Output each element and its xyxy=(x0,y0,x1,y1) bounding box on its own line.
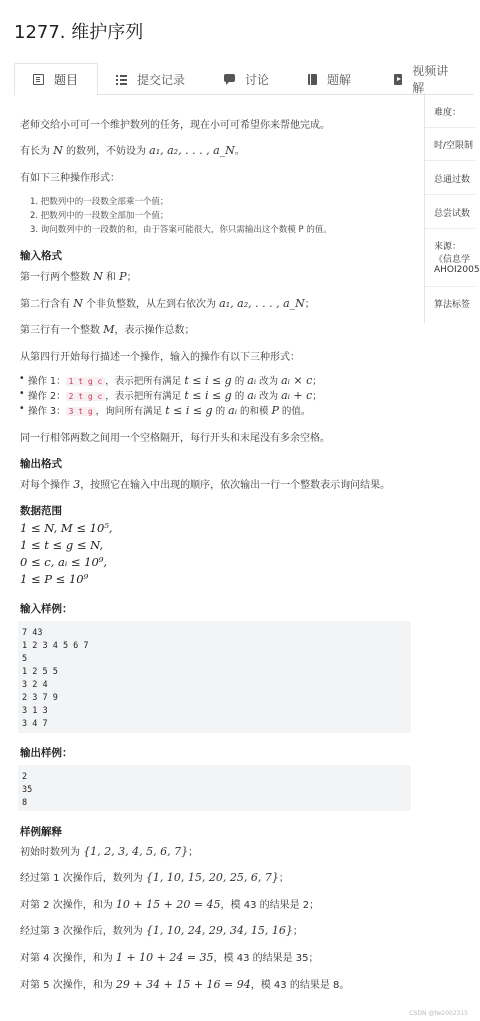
list-icon xyxy=(116,74,127,85)
output-desc: 对每个操作 3，按照它在输入中出现的顺序，依次输出一行一个整数表示询问结果。 xyxy=(20,478,391,491)
code-line: 7 43 xyxy=(22,628,43,638)
sample-output-block[interactable] xyxy=(18,765,411,811)
total-pass-label: 总通过数 xyxy=(434,175,471,185)
input-line-4: 从第四行开始每行描述一个操作，输入的操作有以下三种形式： xyxy=(20,352,300,363)
explain-line: 对第 2 次操作，和为 10 + 15 + 20 = 45，模 43 的结果是 2； xyxy=(20,898,320,911)
doc-icon xyxy=(33,74,44,85)
output-format-heading: 输出格式 xyxy=(20,458,62,470)
list-item: • 操作 3： 3 t g ，询问所有满足 t ≤ i ≤ g 的 aᵢ 的和模 P 的值。 xyxy=(28,403,310,417)
tab-bar xyxy=(14,63,474,95)
range-line: 1 ≤ N, M ≤ 10⁵, xyxy=(20,521,113,535)
tab-label: 题解 xyxy=(327,72,352,87)
chat-icon xyxy=(224,74,235,82)
tab-problem[interactable] xyxy=(14,63,98,96)
code-line: 3 2 4 xyxy=(22,680,48,690)
code-line: 2 3 7 9 xyxy=(22,693,58,703)
explain-line: 对第 5 次操作，和为 29 + 34 + 15 + 16 = 94，模 43 的结果是 8。 xyxy=(20,978,350,991)
source-book: 《信息学 xyxy=(434,255,471,265)
sample-input-block[interactable] xyxy=(18,621,411,733)
input-line-3: 第三行有一个整数 M，表示操作总数； xyxy=(20,323,195,336)
code-line: 3 4 7 xyxy=(22,719,48,729)
list-item: 2. 把数列中的一段数全部加一个值； xyxy=(30,211,169,221)
input-line-1: 第一行两个整数 N 和 P； xyxy=(20,270,137,283)
source-contest: AHOI2005 xyxy=(434,265,480,275)
code-line: 35 xyxy=(22,785,33,795)
intro-text: 老师交给小可可一个维护数列的任务，现在小可可希望你来帮他完成。 xyxy=(20,120,330,131)
list-item: • 操作 2： 2 t g c ，表示把所有满足 t ≤ i ≤ g 的 aᵢ 改为 aᵢ + c； xyxy=(28,388,322,402)
difficulty-label: 难度： xyxy=(434,108,462,118)
input-line-5: 同一行相邻两数之间用一个空格隔开，每行开头和末尾没有多余空格。 xyxy=(20,433,330,444)
list-item: 1. 把数列中的一段数全部乘一个值； xyxy=(30,197,169,207)
tab-submissions[interactable] xyxy=(98,63,206,95)
tab-label: 题目 xyxy=(54,73,79,87)
tab-discussion[interactable] xyxy=(206,63,290,95)
sample-output-heading: 输出样例： xyxy=(20,747,73,759)
tab-label: 讨论 xyxy=(245,72,270,87)
code-line: 5 xyxy=(22,654,28,664)
code-line: 3 1 3 xyxy=(22,706,48,716)
page-title: 1277. 维护序列 xyxy=(14,22,144,43)
code-line: 1 2 5 5 xyxy=(22,667,58,677)
explain-line: 对第 4 次操作，和为 1 + 10 + 24 = 35，模 43 的结果是 35； xyxy=(20,951,319,964)
range-line: 0 ≤ c, aᵢ ≤ 10⁹, xyxy=(20,555,108,569)
video-icon xyxy=(394,74,402,85)
algorithm-tags-label: 算法标签 xyxy=(434,300,471,310)
tab-video[interactable] xyxy=(376,63,474,95)
code-line: 8 xyxy=(22,798,28,808)
sample-input-heading: 输入样例： xyxy=(20,603,73,615)
input-format-heading: 输入格式 xyxy=(20,250,62,262)
sample-explain-heading: 样例解释 xyxy=(20,826,62,838)
tab-label: 视频讲解 xyxy=(412,64,449,95)
source-label: 来源： xyxy=(434,242,462,252)
explain-line: 经过第 1 次操作后，数列为 {1, 10, 15, 20, 25, 6, 7}； xyxy=(20,871,289,884)
input-line-2: 第二行含有 N 个非负整数，从左到右依次为 a₁, a₂, . . . , a_N； xyxy=(20,297,315,310)
tab-label: 提交记录 xyxy=(137,72,186,87)
list-item: 3. 询问数列中的一段数的和，由于答案可能很大，你只需输出这个数模 P 的值。 xyxy=(30,225,332,235)
book-icon xyxy=(308,74,317,85)
range-line: 1 ≤ P ≤ 10⁹ xyxy=(20,572,89,586)
code-line: 1 2 3 4 5 6 7 xyxy=(22,641,89,651)
data-range-heading: 数据范围 xyxy=(20,505,62,517)
sequence-desc: 有长为 N 的数列，不妨设为 a₁, a₂, . . . , a_N。 xyxy=(20,144,245,157)
range-line: 1 ≤ t ≤ g ≤ N, xyxy=(20,538,104,552)
limits-label: 时/空限制 xyxy=(434,141,474,151)
code-line: 2 xyxy=(22,772,28,782)
watermark: CSDN @fw2002315 xyxy=(409,1010,468,1017)
list-item: • 操作 1： 1 t g c ，表示把所有满足 t ≤ i ≤ g 的 aᵢ 改为 aᵢ × c； xyxy=(28,373,322,387)
explain-line: 初始时数列为 {1, 2, 3, 4, 5, 6, 7}； xyxy=(20,845,199,858)
ops-intro: 有如下三种操作形式： xyxy=(20,173,120,184)
total-try-label: 总尝试数 xyxy=(434,209,471,219)
problem-info-sidebar xyxy=(424,93,480,323)
tab-solutions[interactable] xyxy=(290,63,376,95)
explain-line: 经过第 3 次操作后，数列为 {1, 10, 24, 29, 34, 15, 16}； xyxy=(20,924,303,937)
